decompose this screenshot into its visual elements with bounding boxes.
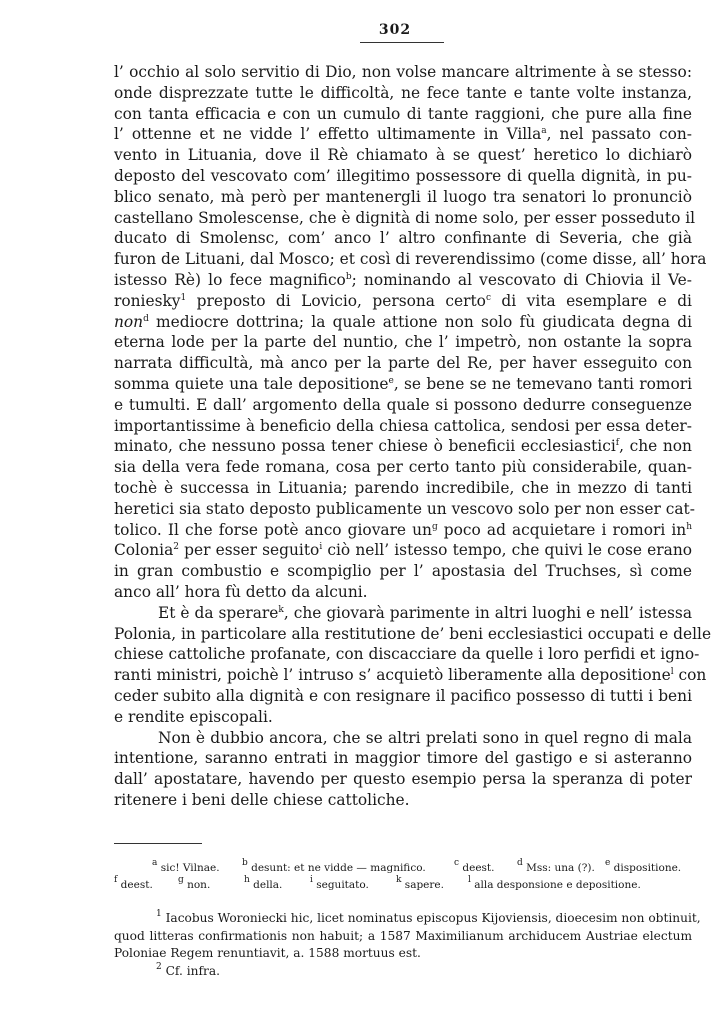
text-line: anco all’ hora fù detto da alcuni. bbox=[114, 582, 368, 601]
text-line: heretici sia stato deposto publicamente un vescovo solo per non esser cat- bbox=[114, 499, 695, 518]
text-line: deposto del vescovato com’ illegitimo possessore di quella dignità, in pu- bbox=[114, 166, 692, 185]
text-segment: non bbox=[114, 312, 144, 331]
text-segment: , se bene se ne temevano tanti romori bbox=[393, 374, 692, 393]
footnote-text: Cf. infra. bbox=[165, 963, 220, 978]
text-segment: , che non bbox=[619, 437, 692, 456]
text-line: vento in Lituania, dove il Rè chiamato à se quest’ heretico lo dichiarò bbox=[114, 146, 692, 165]
text-line: blico senato, mà però per mantenergli il luogo tra senatori lo pronunciò bbox=[114, 187, 692, 206]
text-line: onde disprezzate tutte le difficoltà, ne fece tante e tante volte instanza, bbox=[114, 83, 692, 102]
text-segment: , che giovarà parimente in altri luoghi e nell’ istessa bbox=[283, 603, 692, 622]
footnote-line: quod litteras confirmationis non habuit; a 1587 Maximilianum archiducem Austriae electum bbox=[114, 928, 692, 943]
apparatus-entry bbox=[178, 877, 244, 894]
apparatus-entry bbox=[468, 877, 641, 894]
text-segment: Et è da sperare bbox=[158, 603, 279, 622]
critical-apparatus bbox=[114, 860, 692, 894]
text-segment: l’ ottenne et ne vidde l’ effetto ultimamente in Villa bbox=[114, 125, 542, 144]
footnotes bbox=[114, 909, 701, 980]
apparatus-text: della. bbox=[249, 879, 283, 891]
apparatus-marker: i bbox=[310, 875, 313, 885]
text-line: con tanta efficacia e con un cumulo di tante raggioni, che pure alla fine bbox=[114, 104, 692, 123]
text-line: importantissime à beneficio della chiesa cattolica, sendosi per essa deter- bbox=[114, 416, 692, 435]
text-line bbox=[114, 436, 692, 457]
text-line bbox=[114, 270, 692, 291]
text-line: e tumulti. E dall’ argomento della quale si possono dedurre conseguenze bbox=[114, 395, 692, 414]
text-segment: istesso Rè) lo fece magnifico bbox=[114, 270, 346, 289]
apparatus-marker: b bbox=[242, 858, 248, 868]
apparatus-entry bbox=[517, 860, 605, 877]
apparatus-entry bbox=[396, 877, 468, 894]
apparatus-marker: a bbox=[152, 858, 158, 868]
text-line: chiese cattoliche profanate, con discacciare da quelle i loro perfidi et igno- bbox=[114, 645, 700, 664]
text-line bbox=[114, 374, 692, 395]
apparatus-entry bbox=[605, 860, 681, 877]
main-text bbox=[114, 62, 712, 811]
text-line bbox=[114, 665, 707, 686]
footnote-rule bbox=[114, 843, 202, 844]
text-segment: preposto di Lovicio, persona certo bbox=[186, 291, 486, 310]
footnote-marker: 2 bbox=[173, 542, 179, 553]
text-line bbox=[114, 312, 692, 333]
footnote-text: Iacobus Woroniecki hic, licet nominatus episcopus Kijoviensis, dioecesim non obtinuit, bbox=[165, 911, 701, 925]
text-line: ceder subito alla dignità e con resignare il pacifico possesso di tutti i beni bbox=[114, 686, 692, 705]
apparatus-text: deest. bbox=[117, 879, 153, 891]
apparatus-marker: d bbox=[517, 858, 523, 868]
footnote-line bbox=[114, 963, 692, 981]
text-line bbox=[114, 540, 692, 561]
text-line: in gran combustio e scompiglio per l’ apostasia del Truchses, sì come bbox=[114, 562, 692, 581]
text-segment: poco ad acquietare i romori in bbox=[437, 520, 687, 539]
apparatus-text: sic! Vilnae. bbox=[157, 862, 220, 874]
text-line: ducato di Smolensc, com’ anco l’ altro confinante di Severia, che già bbox=[114, 229, 692, 248]
apparatus-text: deest. bbox=[459, 862, 495, 874]
footnote-number: 2 bbox=[156, 961, 162, 972]
apparatus-row bbox=[114, 877, 692, 894]
text-line bbox=[114, 124, 692, 145]
text-line: tochè è successa in Lituania; parendo incredibile, che in mezzo di tanti bbox=[114, 478, 692, 497]
text-line bbox=[114, 603, 692, 624]
apparatus-marker: k bbox=[278, 604, 284, 615]
text-line: eterna lode per la parte del nuntio, che l’ impetrò, non ostante la sopra bbox=[114, 333, 692, 352]
text-segment: tolico. Il che forse potè anco giovare un bbox=[114, 520, 432, 539]
apparatus-entry bbox=[242, 860, 454, 877]
apparatus-marker: a bbox=[541, 126, 547, 137]
apparatus-marker: g bbox=[431, 521, 438, 532]
apparatus-entry bbox=[114, 877, 178, 894]
text-segment: ranti ministri, poichè l’ intruso s’ acquietò liberamente alla depositione bbox=[114, 666, 671, 685]
text-segment: somma quiete una tale depositione bbox=[114, 374, 389, 393]
text-segment: Colonia bbox=[114, 541, 174, 560]
footnote-number: 1 bbox=[156, 909, 162, 919]
apparatus-marker: e bbox=[388, 375, 394, 386]
text-segment: , nel passato con- bbox=[546, 125, 692, 144]
apparatus-text: dispositione. bbox=[610, 862, 682, 874]
page-number: 302 bbox=[378, 22, 412, 38]
paragraph-2 bbox=[114, 603, 712, 728]
apparatus-text: non. bbox=[183, 879, 211, 891]
text-segment: mediocre dottrina; la quale attione non solo fù giudicata degna di bbox=[148, 312, 692, 331]
paragraph-1 bbox=[114, 62, 707, 603]
text-line: sia della vera fede romana, cosa per certo tanto più considerabile, quan- bbox=[114, 458, 692, 477]
apparatus-text: Mss: una (?). bbox=[522, 862, 595, 874]
apparatus-entry bbox=[310, 877, 396, 894]
text-segment: con bbox=[673, 666, 707, 685]
apparatus-marker: h bbox=[686, 521, 692, 532]
text-segment: di vita esemplare e di bbox=[490, 291, 692, 310]
text-line: intentione, saranno entrati in maggior timore del gastigo e si asteranno bbox=[114, 749, 692, 768]
text-line: narrata difficultà, mà anco per la parte del Re, per haver esseguito con bbox=[114, 354, 692, 373]
text-line bbox=[114, 291, 692, 312]
apparatus-marker: k bbox=[396, 875, 402, 885]
apparatus-marker: g bbox=[178, 875, 184, 885]
apparatus-marker: h bbox=[244, 875, 250, 885]
apparatus-row bbox=[114, 860, 692, 877]
text-line: dall’ apostatare, havendo per questo esempio persa la speranza di poter bbox=[114, 770, 692, 789]
text-line: Non è dubbio ancora, che se altri prelati sono in quel regno di mala bbox=[158, 728, 692, 747]
text-line: e rendite episcopali. bbox=[114, 707, 273, 726]
apparatus-marker: l bbox=[468, 875, 471, 885]
apparatus-entry bbox=[244, 877, 310, 894]
apparatus-marker: e bbox=[605, 858, 611, 868]
apparatus-entry bbox=[454, 860, 517, 877]
apparatus-entry bbox=[152, 860, 242, 877]
text-segment: roniesky bbox=[114, 291, 181, 310]
header-rule bbox=[360, 42, 444, 43]
apparatus-marker: f bbox=[615, 438, 620, 449]
apparatus-marker: l bbox=[670, 667, 674, 678]
text-segment: ciò nell’ istesso tempo, che quivi le cose erano bbox=[322, 541, 692, 560]
apparatus-marker: d bbox=[143, 313, 149, 324]
text-segment: per esser seguito bbox=[178, 541, 320, 560]
text-line: ritenere i beni delle chiese cattoliche. bbox=[114, 790, 410, 809]
apparatus-marker: i bbox=[319, 542, 323, 553]
text-segment: ; nominando al vescovato di Chiovia il Ve- bbox=[351, 270, 692, 289]
footnote-marker: 1 bbox=[180, 292, 187, 303]
text-line: castellano Smolescense, che è dignità di nome solo, per esser posseduto il bbox=[114, 208, 696, 227]
apparatus-marker: c bbox=[454, 858, 460, 868]
apparatus-text: seguitato. bbox=[312, 879, 369, 891]
apparatus-marker: b bbox=[345, 271, 352, 282]
paragraph-3 bbox=[114, 728, 692, 811]
text-line: furon de Lituani, dal Mosco; et così di reverendissimo (come disse, all’ hora bbox=[114, 250, 707, 269]
footnote-line bbox=[114, 909, 701, 928]
apparatus-marker: c bbox=[485, 292, 491, 303]
apparatus-text: desunt: et ne vidde — magnifico. bbox=[247, 862, 426, 874]
footnote-line: Poloniae Regem renuntiavit, a. 1588 mortuus est. bbox=[114, 946, 421, 960]
text-line: Polonia, in particolare alla restitutione de’ beni ecclesiastici occupati e delle bbox=[114, 624, 712, 643]
apparatus-marker: f bbox=[114, 875, 118, 885]
text-segment: minato, che nessuno possa tener chiese ò beneficii ecclesiastici bbox=[114, 437, 616, 456]
apparatus-text: alla desponsione e depositione. bbox=[470, 879, 641, 891]
apparatus-text: sapere. bbox=[401, 879, 444, 891]
text-line: l’ occhio al solo servitio di Dio, non volse mancare altrimente à se stesso: bbox=[114, 63, 692, 81]
text-line bbox=[114, 520, 692, 541]
